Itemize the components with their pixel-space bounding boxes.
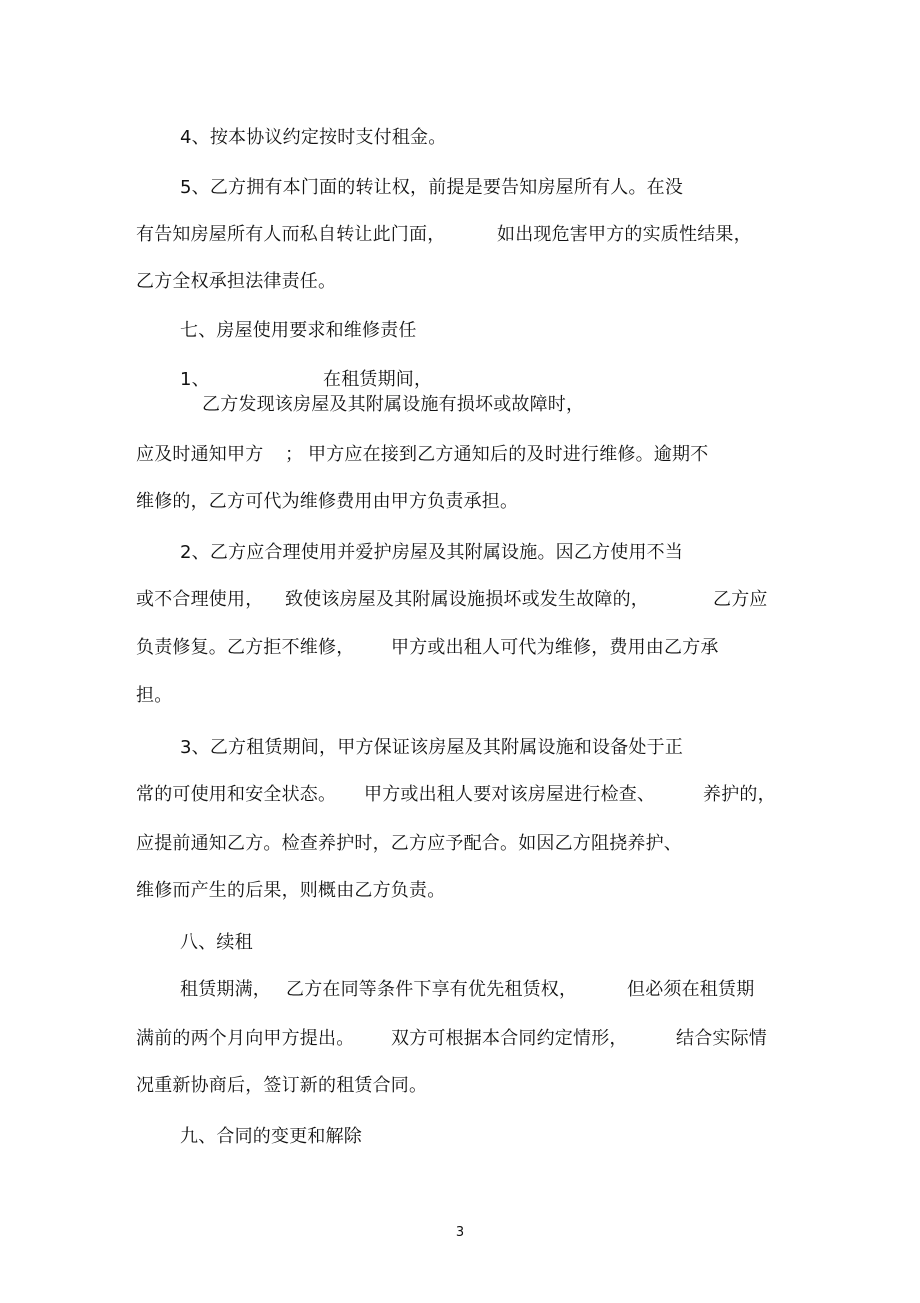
- section-7-clause-1-line-4: 维修的，乙方可代为维修费用由甲方负责承担。: [136, 491, 519, 512]
- section-7-clause-1-part-b: 乙方发现该房屋及其附属设施有损坏或故障时，: [202, 394, 585, 415]
- section-7-clause-2-line-3b: 甲方或出租人可代为维修，费用由乙方承: [391, 637, 719, 658]
- section-7-clause-3-line-1: 3、乙方租赁期间，甲方保证该房屋及其附属设施和设备处于正: [180, 737, 684, 758]
- section-7-clause-2-line-2b: 致使该房屋及其附属设施损坏或发生故障的，: [285, 589, 649, 610]
- section-8-line-1c: 但必须在租赁期: [627, 979, 755, 1000]
- section-7-clause-2-line-3a: 负责修复。乙方拒不维修，: [136, 637, 355, 658]
- section-8-heading: 八、续租: [180, 932, 253, 953]
- section-7-clause-2-line-1: 2、乙方应合理使用并爱护房屋及其附属设施。因乙方使用不当: [180, 542, 684, 563]
- section-8-line-3: 况重新协商后，签订新的租赁合同。: [136, 1075, 428, 1096]
- section-8-line-2b: 双方可根据本合同约定情形，: [391, 1028, 628, 1049]
- clause-5-line-2a: 有告知房屋所有人而私自转让此门面，: [136, 224, 446, 245]
- section-8-line-2a: 满前的两个月向甲方提出。: [136, 1028, 355, 1049]
- section-7-clause-3-line-2c: 养护的，: [703, 784, 776, 805]
- section-7-clause-2-line-2a: 或不合理使用，: [136, 589, 264, 610]
- section-7-clause-1-line-3c: 甲方应在接到乙方通知后的及时进行维修。逾期不: [308, 444, 709, 465]
- section-7-clause-1-line-3a: 应及时通知甲方: [136, 444, 264, 465]
- clause-5-line-1: 5、乙方拥有本门面的转让权，前提是要告知房屋所有人。在没: [180, 177, 684, 198]
- section-9-heading: 九、合同的变更和解除: [180, 1126, 362, 1147]
- clause-5-line-3: 乙方全权承担法律责任。: [136, 271, 337, 292]
- section-7-clause-1-part-a: 在租赁期间，: [323, 369, 433, 390]
- section-7-heading: 七、房屋使用要求和维修责任: [180, 320, 417, 341]
- section-7-clause-1-line-3b: ；: [285, 444, 304, 465]
- section-7-clause-3-line-4: 维修而产生的后果，则概由乙方负责。: [136, 880, 446, 901]
- section-7-clause-3-line-2b: 甲方或出租人要对该房屋进行检查、: [364, 784, 656, 805]
- section-7-clause-3-line-2a: 常的可使用和安全状态。: [136, 784, 337, 805]
- section-8-line-1b: 乙方在同等条件下享有优先租赁权，: [286, 979, 578, 1000]
- clause-5-line-2b: 如出现危害甲方的实质性结果，: [497, 224, 752, 245]
- section-7-clause-2-line-4: 担。: [136, 685, 173, 706]
- section-7-clause-2-line-2c: 乙方应: [713, 589, 768, 610]
- section-7-clause-1-number: 1、: [180, 369, 210, 390]
- section-8-line-1a: 租赁期满，: [180, 979, 271, 1000]
- clause-4-line: 4、按本协议约定按时支付租金。: [180, 127, 447, 148]
- section-7-clause-3-line-3: 应提前通知乙方。检查养护时，乙方应予配合。如因乙方阻挠养护、: [136, 833, 682, 854]
- section-8-line-2c: 结合实际情: [676, 1028, 767, 1049]
- page-number: 3: [455, 1225, 465, 1240]
